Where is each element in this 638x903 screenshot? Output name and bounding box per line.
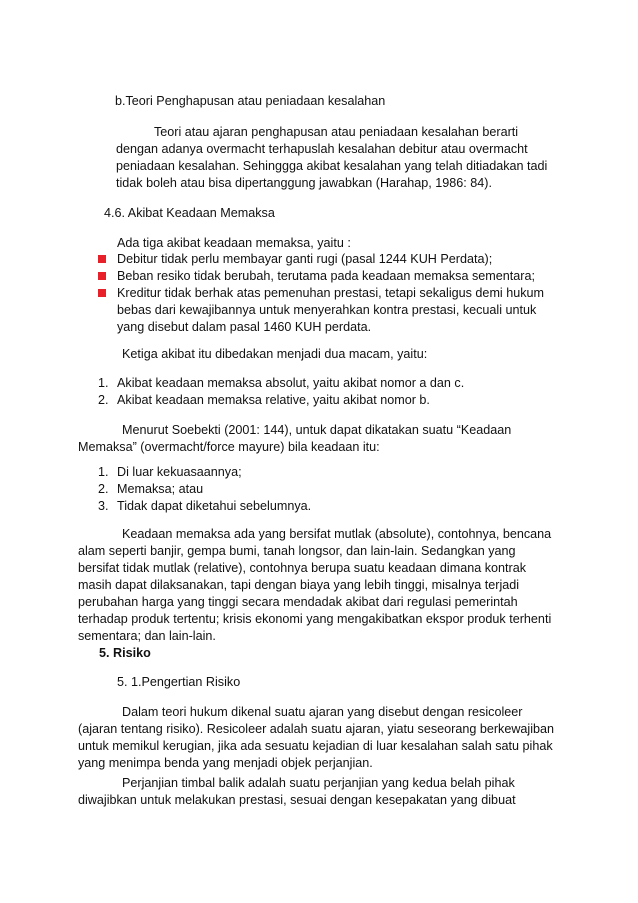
list-item: Tidak dapat diketahui sebelumnya. xyxy=(117,499,312,513)
bullet-item: Debitur tidak perlu membayar ganti rugi (pasal 1244 KUH Perdata); xyxy=(117,252,493,266)
list-item: Akibat keadaan memaksa relative, yaitu akibat nomor b. xyxy=(117,393,430,407)
list-number: 1. xyxy=(98,465,109,479)
section-46-intro: Ada tiga akibat keadaan memaksa, yaitu : xyxy=(117,236,351,250)
bullet-square-icon xyxy=(98,255,106,263)
section-5-heading: 5. Risiko xyxy=(99,646,151,660)
bullet-square-icon xyxy=(98,272,106,280)
soebekti-paragraph: Menurut Soebekti (2001: 144), untuk dapat dikatakan suatu “Keadaan Memaksa” (overmacht/force mayure) bila keadaan itu: xyxy=(78,423,512,454)
list-number: 1. xyxy=(98,376,109,390)
two-kinds-intro: Ketiga akibat itu dibedakan menjadi dua macam, yaitu: xyxy=(122,347,428,361)
list-number: 3. xyxy=(98,499,109,513)
section-b-heading: b.Teori Penghapusan atau peniadaan kesalahan xyxy=(115,94,386,108)
list-item: Di luar kekuasaannya; xyxy=(117,465,242,479)
list-item: Akibat keadaan memaksa absolut, yaitu akibat nomor a dan c. xyxy=(117,376,465,390)
bullet-square-icon xyxy=(98,289,106,297)
bullet-item: Beban resiko tidak berubah, terutama pada keadaan memaksa sementara; xyxy=(117,269,535,283)
bullet-item: Kreditur tidak berhak atas pemenuhan prestasi, tetapi sekaligus demi hukum bebas dari kewajibannya untuk menyerahkan kontra prestasi, kecuali untuk yang disebut dalam pasal 1460 KUH perdata. xyxy=(117,286,545,334)
list-number: 2. xyxy=(98,482,109,496)
section-46-heading: 4.6. Akibat Keadaan Memaksa xyxy=(104,206,275,220)
list-item: Memaksa; atau xyxy=(117,482,204,496)
risk-paragraph-2: Perjanjian timbal balik adalah suatu perjanjian yang kedua belah pihak diwajibkan untuk melakukan prestasi, sesuai dengan kesepakatan yang dibuat xyxy=(78,776,516,807)
risk-paragraph-1: Dalam teori hukum dikenal suatu ajaran yang disebut dengan resicoleer (ajaran tentang risiko). Resicoleer adalah suatu ajaran, yiatu seseorang berkewajiban untuk memikul kerugian, jika ada sesuatu kejadian di luar kesalahan salah satu pihak yang menimpa benda yang menjadi objek perjanjian. xyxy=(78,705,555,770)
section-5-subheading: 5. 1.Pengertian Risiko xyxy=(117,675,241,689)
examples-paragraph: Keadaan memaksa ada yang bersifat mutlak (absolute), contohnya, bencana alam seperti banjir, gempa bumi, tanah longsor, dan lain-lain. Sedangkan yang bersifat tidak mutlak (relative), contohnya berupa suatu keadaan dimana kontrak masih dapat dilaksanakan, tapi dengan biaya yang lebih tinggi, misalnya terjadi perubahan harga yang tinggi secara mendadak akibat dari regulasi pemerintah terhadap produk tertentu; krisis ekonomi yang mengakibatkan ekspor produk terhenti sementara; dan lain-lain. xyxy=(78,527,552,643)
section-b-paragraph: Teori atau ajaran penghapusan atau peniadaan kesalahan berarti dengan adanya overmacht terhapuslah kesalahan debitur atau overmacht peniadaan kesalahan. Sehinggga akibat kesalahan yang telah ditiadakan tadi tidak boleh atau bisa dipertanggung jawabkan (Harahap, 1986: 84). xyxy=(116,125,548,190)
list-number: 2. xyxy=(98,393,109,407)
